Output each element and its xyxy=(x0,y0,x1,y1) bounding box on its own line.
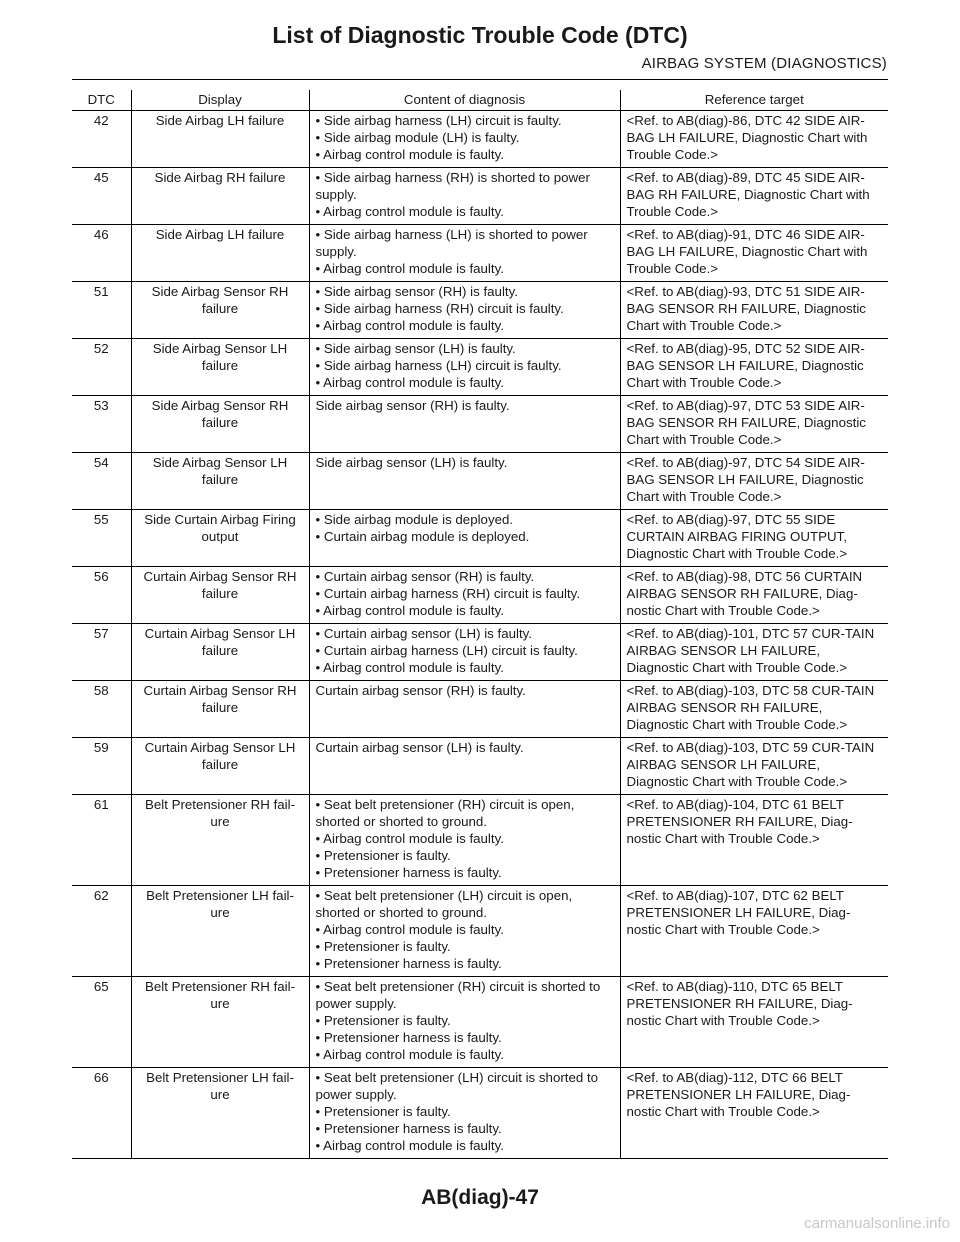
content-line: • Airbag control module is faulty. xyxy=(315,261,504,276)
content-cell xyxy=(309,567,620,624)
dtc-code-cell: 56 xyxy=(72,567,131,624)
reference-cell: <Ref. to AB(diag)-97, DTC 55 SIDE CURTAIN AIRBAG FIRING OUTPUT, Diagnostic Chart with Trouble Code.> xyxy=(620,510,888,567)
dtc-code-cell: 52 xyxy=(72,339,131,396)
content-line: • Side airbag sensor (RH) is faulty. xyxy=(315,284,518,299)
content-line: • Seat belt pretensioner (RH) circuit is shorted to power supply. xyxy=(315,979,601,1011)
content-cell xyxy=(309,886,620,977)
content-line: • Airbag control module is faulty. xyxy=(315,375,504,390)
content-line: Side airbag sensor (RH) is faulty. xyxy=(315,398,510,413)
table-row xyxy=(72,282,888,339)
display-cell: Side Curtain Airbag Firing output xyxy=(131,510,309,567)
display-cell: Curtain Airbag Sensor RH failure xyxy=(131,681,309,738)
table-header-row xyxy=(72,90,888,111)
table-row xyxy=(72,681,888,738)
content-cell xyxy=(309,168,620,225)
content-line: • Seat belt pretensioner (LH) circuit is open, shorted or shorted to ground. xyxy=(315,888,573,920)
content-cell xyxy=(309,339,620,396)
display-cell: Belt Pretensioner LH fail-ure xyxy=(131,886,309,977)
dtc-table-body xyxy=(72,111,888,1159)
column-header-reference: Reference target xyxy=(620,90,888,111)
display-cell: Side Airbag Sensor LH failure xyxy=(131,339,309,396)
content-cell xyxy=(309,681,620,738)
dtc-code-cell: 54 xyxy=(72,453,131,510)
display-cell: Curtain Airbag Sensor LH failure xyxy=(131,738,309,795)
column-header-dtc: DTC xyxy=(72,90,131,111)
content-line: • Curtain airbag harness (LH) circuit is faulty. xyxy=(315,643,578,658)
content-line: • Airbag control module is faulty. xyxy=(315,1138,504,1153)
content-cell xyxy=(309,282,620,339)
reference-cell: <Ref. to AB(diag)-103, DTC 58 CUR-TAIN AIRBAG SENSOR RH FAILURE, Diagnostic Chart with Trouble Code.> xyxy=(620,681,888,738)
reference-cell: <Ref. to AB(diag)-101, DTC 57 CUR-TAIN AIRBAG SENSOR LH FAILURE, Diagnostic Chart with Trouble Code.> xyxy=(620,624,888,681)
display-cell: Side Airbag Sensor LH failure xyxy=(131,453,309,510)
header-rule xyxy=(72,79,888,80)
reference-cell: <Ref. to AB(diag)-97, DTC 53 SIDE AIR-BAG SENSOR RH FAILURE, Diagnostic Chart with Trouble Code.> xyxy=(620,396,888,453)
table-row xyxy=(72,738,888,795)
table-row xyxy=(72,111,888,168)
dtc-code-cell: 46 xyxy=(72,225,131,282)
content-cell xyxy=(309,624,620,681)
content-line: • Pretensioner is faulty. xyxy=(315,848,451,863)
content-line: • Seat belt pretensioner (RH) circuit is open, shorted or shorted to ground. xyxy=(315,797,575,829)
dtc-code-cell: 66 xyxy=(72,1068,131,1159)
table-row xyxy=(72,977,888,1068)
table-row xyxy=(72,168,888,225)
content-line: • Side airbag harness (LH) circuit is faulty. xyxy=(315,358,562,373)
page-title: List of Diagnostic Trouble Code (DTC) xyxy=(272,22,688,48)
content-cell xyxy=(309,738,620,795)
reference-cell: <Ref. to AB(diag)-95, DTC 52 SIDE AIR-BAG SENSOR LH FAILURE, Diagnostic Chart with Trouble Code.> xyxy=(620,339,888,396)
dtc-code-cell: 55 xyxy=(72,510,131,567)
dtc-code-cell: 45 xyxy=(72,168,131,225)
reference-cell: <Ref. to AB(diag)-98, DTC 56 CURTAIN AIRBAG SENSOR RH FAILURE, Diag-nostic Chart with Trouble Code.> xyxy=(620,567,888,624)
reference-cell: <Ref. to AB(diag)-91, DTC 46 SIDE AIR-BAG LH FAILURE, Diagnostic Chart with Trouble Code.> xyxy=(620,225,888,282)
content-line: • Side airbag harness (LH) is shorted to power supply. xyxy=(315,227,588,259)
table-row xyxy=(72,567,888,624)
content-cell xyxy=(309,396,620,453)
display-cell: Side Airbag LH failure xyxy=(131,111,309,168)
column-header-content: Content of diagnosis xyxy=(309,90,620,111)
content-line: • Airbag control module is faulty. xyxy=(315,1047,504,1062)
content-line: • Airbag control module is faulty. xyxy=(315,831,504,846)
content-cell xyxy=(309,795,620,886)
content-line: Curtain airbag sensor (RH) is faulty. xyxy=(315,683,526,698)
content-line: • Airbag control module is faulty. xyxy=(315,318,504,333)
dtc-code-cell: 62 xyxy=(72,886,131,977)
content-line: • Pretensioner is faulty. xyxy=(315,939,451,954)
table-row xyxy=(72,510,888,567)
content-cell xyxy=(309,977,620,1068)
display-cell: Side Airbag LH failure xyxy=(131,225,309,282)
table-row xyxy=(72,396,888,453)
content-cell xyxy=(309,1068,620,1159)
content-line: • Side airbag sensor (LH) is faulty. xyxy=(315,341,516,356)
content-line: • Curtain airbag sensor (LH) is faulty. xyxy=(315,626,533,641)
dtc-code-cell: 58 xyxy=(72,681,131,738)
display-cell: Side Airbag Sensor RH failure xyxy=(131,396,309,453)
dtc-table xyxy=(72,90,888,1159)
page-number: AB(diag)-47 xyxy=(421,1186,539,1209)
watermark: carmanualsonline.info xyxy=(804,1215,950,1232)
display-cell: Side Airbag RH failure xyxy=(131,168,309,225)
content-line: • Side airbag module is deployed. xyxy=(315,512,514,527)
content-line: • Airbag control module is faulty. xyxy=(315,147,504,162)
content-line: • Side airbag harness (RH) is shorted to power supply. xyxy=(315,170,590,202)
dtc-code-cell: 42 xyxy=(72,111,131,168)
content-cell xyxy=(309,111,620,168)
content-line: • Pretensioner is faulty. xyxy=(315,1104,451,1119)
display-cell: Curtain Airbag Sensor LH failure xyxy=(131,624,309,681)
content-line: • Pretensioner harness is faulty. xyxy=(315,1030,502,1045)
reference-cell: <Ref. to AB(diag)-93, DTC 51 SIDE AIR-BAG SENSOR RH FAILURE, Diagnostic Chart with Trouble Code.> xyxy=(620,282,888,339)
content-line: • Airbag control module is faulty. xyxy=(315,660,504,675)
section-subtitle: AIRBAG SYSTEM (DIAGNOSTICS) xyxy=(641,55,887,72)
reference-cell: <Ref. to AB(diag)-110, DTC 65 BELT PRETENSIONER RH FAILURE, Diag-nostic Chart with Trouble Code.> xyxy=(620,977,888,1068)
display-cell: Side Airbag Sensor RH failure xyxy=(131,282,309,339)
reference-cell: <Ref. to AB(diag)-97, DTC 54 SIDE AIR-BAG SENSOR LH FAILURE, Diagnostic Chart with Trouble Code.> xyxy=(620,453,888,510)
reference-cell: <Ref. to AB(diag)-104, DTC 61 BELT PRETENSIONER RH FAILURE, Diag-nostic Chart with Trouble Code.> xyxy=(620,795,888,886)
content-line: • Airbag control module is faulty. xyxy=(315,922,504,937)
content-line: • Airbag control module is faulty. xyxy=(315,204,504,219)
display-cell: Belt Pretensioner LH fail-ure xyxy=(131,1068,309,1159)
column-header-display: Display xyxy=(131,90,309,111)
content-line: • Pretensioner is faulty. xyxy=(315,1013,451,1028)
content-line: • Airbag control module is faulty. xyxy=(315,603,504,618)
content-cell xyxy=(309,510,620,567)
dtc-code-cell: 59 xyxy=(72,738,131,795)
content-line: • Side airbag module (LH) is faulty. xyxy=(315,130,520,145)
dtc-code-cell: 65 xyxy=(72,977,131,1068)
table-row xyxy=(72,453,888,510)
dtc-code-cell: 61 xyxy=(72,795,131,886)
table-row xyxy=(72,339,888,396)
content-line: • Curtain airbag sensor (RH) is faulty. xyxy=(315,569,535,584)
reference-cell: <Ref. to AB(diag)-86, DTC 42 SIDE AIR-BAG LH FAILURE, Diagnostic Chart with Trouble Code.> xyxy=(620,111,888,168)
dtc-code-cell: 51 xyxy=(72,282,131,339)
content-line: • Pretensioner harness is faulty. xyxy=(315,865,502,880)
content-cell xyxy=(309,453,620,510)
content-line: • Pretensioner harness is faulty. xyxy=(315,956,502,971)
dtc-code-cell: 53 xyxy=(72,396,131,453)
reference-cell: <Ref. to AB(diag)-112, DTC 66 BELT PRETENSIONER LH FAILURE, Diag-nostic Chart with Trouble Code.> xyxy=(620,1068,888,1159)
content-line: Curtain airbag sensor (LH) is faulty. xyxy=(315,740,524,755)
dtc-code-cell: 57 xyxy=(72,624,131,681)
content-line: • Curtain airbag module is deployed. xyxy=(315,529,530,544)
display-cell: Curtain Airbag Sensor RH failure xyxy=(131,567,309,624)
content-line: • Pretensioner harness is faulty. xyxy=(315,1121,502,1136)
reference-cell: <Ref. to AB(diag)-89, DTC 45 SIDE AIR-BAG RH FAILURE, Diagnostic Chart with Trouble Code.> xyxy=(620,168,888,225)
display-cell: Belt Pretensioner RH fail-ure xyxy=(131,795,309,886)
content-line: Side airbag sensor (LH) is faulty. xyxy=(315,455,508,470)
table-row xyxy=(72,795,888,886)
table-row xyxy=(72,886,888,977)
reference-cell: <Ref. to AB(diag)-103, DTC 59 CUR-TAIN AIRBAG SENSOR LH FAILURE, Diagnostic Chart with Trouble Code.> xyxy=(620,738,888,795)
content-line: • Curtain airbag harness (RH) circuit is faulty. xyxy=(315,586,581,601)
content-line: • Side airbag harness (LH) circuit is faulty. xyxy=(315,113,562,128)
display-cell: Belt Pretensioner RH fail-ure xyxy=(131,977,309,1068)
content-line: • Seat belt pretensioner (LH) circuit is shorted to power supply. xyxy=(315,1070,599,1102)
reference-cell: <Ref. to AB(diag)-107, DTC 62 BELT PRETENSIONER LH FAILURE, Diag-nostic Chart with Trouble Code.> xyxy=(620,886,888,977)
table-row xyxy=(72,624,888,681)
table-row xyxy=(72,225,888,282)
table-row xyxy=(72,1068,888,1159)
content-line: • Side airbag harness (RH) circuit is faulty. xyxy=(315,301,564,316)
content-cell xyxy=(309,225,620,282)
